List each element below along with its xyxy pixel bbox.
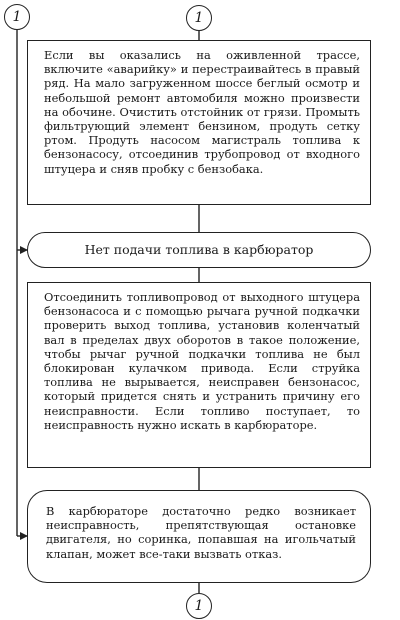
process-block-1 [27, 40, 371, 205]
process-block-2 [27, 282, 371, 468]
process-block-3-text: В карбюраторе достаточно редко возникает неисправность, препятствующая остановке двигателя, но соринка, попавшая на игольчатый клапан, может все-таки вызвать отказ. [46, 504, 356, 561]
terminator-no-fuel [27, 232, 371, 268]
connector-label: 1 [12, 9, 22, 25]
connector-bottom-center [186, 593, 212, 619]
connector-top-left [4, 4, 30, 30]
terminator-label: Нет подачи топлива в карбюратор [84, 241, 314, 257]
connector-label: 1 [194, 598, 204, 614]
process-block-3 [27, 490, 371, 583]
process-block-1-text: Если вы оказались на оживленной трассе, включите «аварийку» и перестраивайтесь в правый ряд. На мало загруженном шоссе беглый осмотр и небольшой ремонт автомобиля можно произвести на обочине. Очистить отстойник от грязи. Промыть фильтрующий элемент бензином, продуть сетку ртом. Продуть насосом магистраль топлива к бензонасосу, отсоединив трубопровод от входного штуцера и сняв пробку с бензобака. [44, 48, 360, 176]
process-block-2-text: Отсоединить топливопровод от выходного штуцера бензонасоса и с помощью рычага ручной подкачки проверить выход топлива, установив коленчатый вал в пределах двух оборотов в такое положение, чтобы рычаг ручной подкачки топлива не был блокирован кулачком привода. Если струйка топлива не вырывается, неисправен бензонасос, который придется снять и устранить причину его неисправности. Если топливо поступает, то неисправность нужно искать в карбюраторе. [44, 290, 360, 432]
connector-label: 1 [194, 10, 204, 26]
connector-top-center [186, 5, 212, 31]
